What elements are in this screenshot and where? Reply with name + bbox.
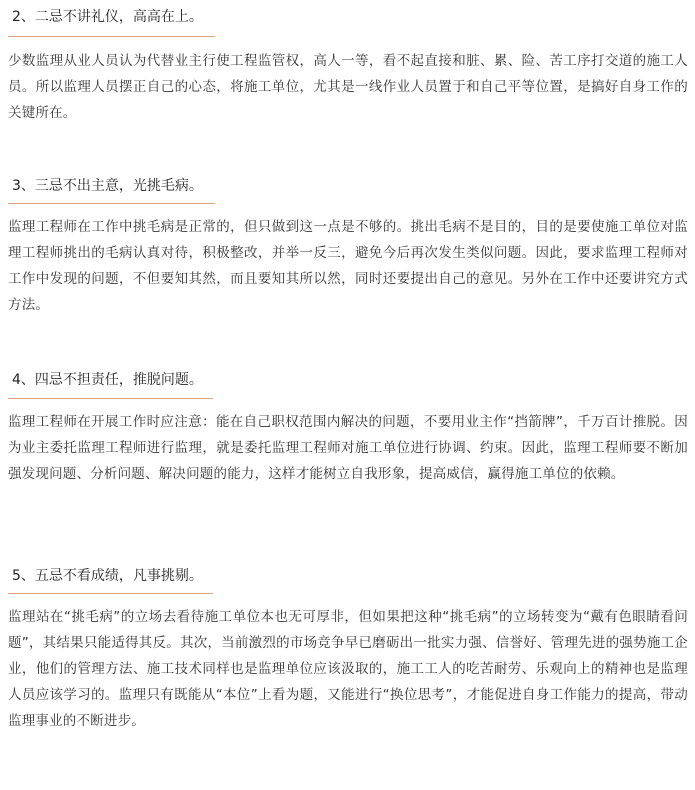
section-body: 监理站在“挑毛病”的立场去看待施工单位本也无可厚非，但如果把这种“挑毛病”的立场转变为“戴有色眼睛看问题”，其结果只能适得其反。其次，当前激烈的市场竞争早已磨砺出一批实力强、信誉好、管理先进的强势施工企业，他们的管理方法、施工技术同样也是监理单位应该汲取的，施工工人的吃苦耐劳、乐观向上的精神也是监理人员应该学习的。监理只有既能从“本位”上看为题，又能进行“换位思考”，才能促进自身工作能力的提高，带动监理事业的不断进步。 (8, 609, 688, 729)
section-body: 监理工程师在工作中挑毛病是正常的，但只做到这一点是不够的。挑出毛病不是目的，目的是要使施工单位对监理工程师挑出的毛病认真对待，积极整改，并举一反三，避免今后再次发生类似问题。因此，要求监理工程师对工作中发现的问题，不但要知其然，而且要知其所以然，同时还要提出自己的意见。另外在工作中还要讲究方式方法。 (8, 219, 688, 313)
section-heading: 2、二忌不讲礼仪，高高在上。 (12, 9, 203, 25)
heading-underline (8, 593, 213, 594)
section-body: 监理工程师在开展工作时应注意：能在自己职权范围内解决的问题，不要用业主作“挡箭牌”，千万百计推脱。因为业主委托监理工程师进行监理，就是委托监理工程师对施工单位进行协调、约束。因此，监理工程师要不断加强发现问题、分析问题、解决问题的能力，这样才能树立自我形象，提高威信，赢得施工单位的依赖。 (8, 414, 688, 482)
heading-underline (8, 203, 215, 204)
heading-underline (8, 36, 215, 37)
section-heading: 3、三忌不出主意，光挑毛病。 (12, 178, 203, 194)
section-body: 少数监理从业人员认为代替业主行使工程监管权，高人一等，看不起直接和脏、累、险、苦工序打交道的施工人员。所以监理人员摆正自己的心态，将施工单位，尤其是一线作业人员置于和自己平等位置，是搞好自身工作的关键所在。 (8, 53, 688, 121)
heading-underline (8, 398, 213, 399)
section-heading: 4、四忌不担责任，推脱问题。 (12, 372, 203, 388)
section-heading: 5、五忌不看成绩，凡事挑剔。 (12, 568, 203, 584)
